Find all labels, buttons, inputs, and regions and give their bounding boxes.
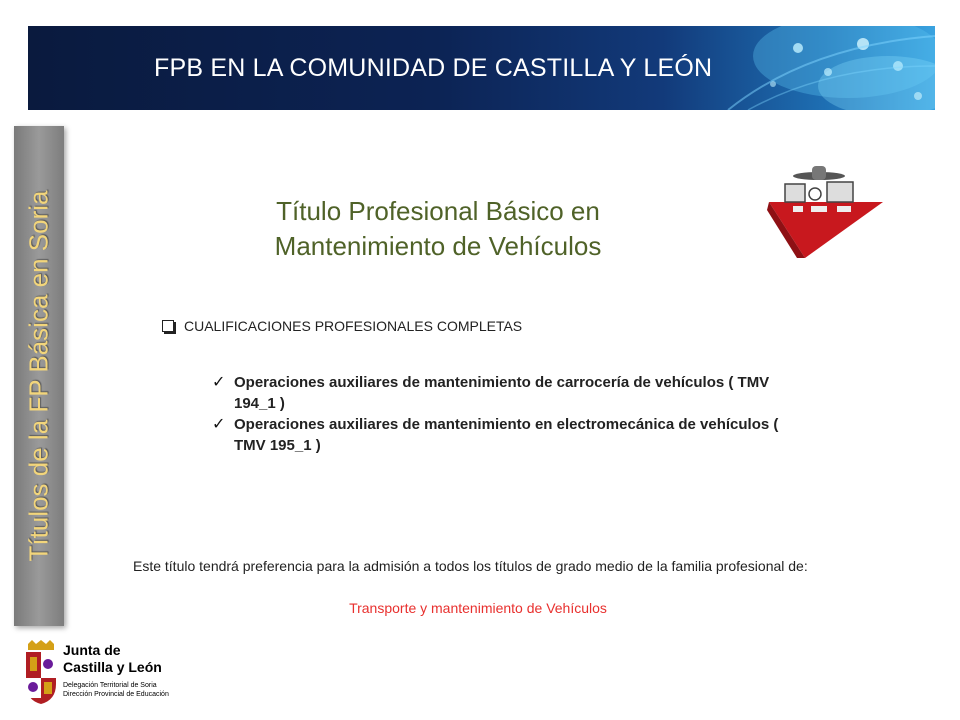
main-title-line1: Título Profesional Básico en: [276, 196, 600, 226]
sidebar-label-bar: [14, 126, 64, 626]
checkmark-icon: ✓: [212, 374, 226, 391]
main-title-line2: Mantenimiento de Vehículos: [274, 231, 602, 261]
sidebar-label: Títulos de la FP Básica en Soria: [23, 190, 54, 562]
family-name-link: Transporte y mantenimiento de Vehículos: [349, 600, 607, 616]
main-title: [200, 194, 676, 264]
qualifications-list: [212, 372, 797, 456]
coat-of-arms-icon: [22, 640, 60, 706]
list-item: [212, 372, 797, 414]
section-heading: [162, 318, 522, 334]
admission-note: Este título tendrá preferencia para la admisión a todos los títulos de grado medio de la familia profesional de:: [133, 558, 808, 574]
list-item-text: Operaciones auxiliares de mantenimiento de carrocería de vehículos ( TMV 194_1 ): [234, 374, 770, 412]
junta-subtitle-line2: Dirección Provincial de Educación: [63, 691, 169, 698]
junta-name-line2: Castilla y León: [63, 659, 162, 675]
section-heading-text: CUALIFICACIONES PROFESIONALES COMPLETAS: [184, 318, 523, 334]
list-item: [212, 414, 797, 456]
junta-logo: [20, 640, 190, 714]
vehicle-maintenance-logo: [765, 160, 883, 260]
square-bullet-icon: [162, 320, 174, 332]
junta-name-line1: Junta de: [63, 642, 121, 658]
junta-subtitle-line1: Delegación Territorial de Soria: [63, 682, 157, 689]
list-item-text: Operaciones auxiliares de mantenimiento en electromecánica de vehículos ( TMV 195_1 ): [234, 416, 779, 454]
header-banner: [28, 26, 935, 110]
checkmark-icon: ✓: [212, 416, 226, 433]
page-title: FPB EN LA COMUNIDAD DE CASTILLA Y LEÓN: [154, 54, 713, 82]
